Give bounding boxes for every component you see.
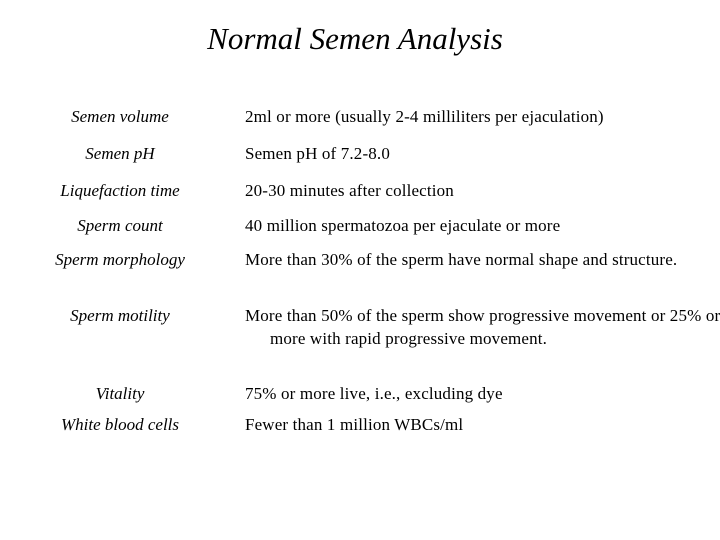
row-value: Semen pH of 7.2-8.0 bbox=[245, 144, 390, 163]
row-label: Semen volume bbox=[71, 107, 169, 126]
row-value: More than 30% of the sperm have normal shape and structure. bbox=[245, 250, 678, 269]
row-value: 2ml or more (usually 2-4 milliliters per ejaculation) bbox=[245, 107, 604, 126]
row-value: 40 million spermatozoa per ejaculate or more bbox=[245, 216, 561, 235]
row-value: 75% or more live, i.e., excluding dye bbox=[245, 384, 503, 403]
page-title: Normal Semen Analysis bbox=[207, 21, 503, 56]
row-value: 20-30 minutes after collection bbox=[245, 181, 454, 200]
row-value: Fewer than 1 million WBCs/ml bbox=[245, 415, 464, 434]
row-label: Vitality bbox=[95, 384, 145, 403]
row-label: Sperm morphology bbox=[55, 250, 185, 269]
row-label: Liquefaction time bbox=[60, 181, 180, 200]
row-label: White blood cells bbox=[60, 415, 180, 434]
row-value: More than 50% of the sperm show progressive movement or 25% or more with rapid progressive movement. bbox=[245, 306, 720, 348]
row-label: Sperm count bbox=[77, 216, 163, 235]
row-label: Sperm motility bbox=[70, 306, 170, 325]
row-label: Semen pH bbox=[85, 144, 155, 163]
